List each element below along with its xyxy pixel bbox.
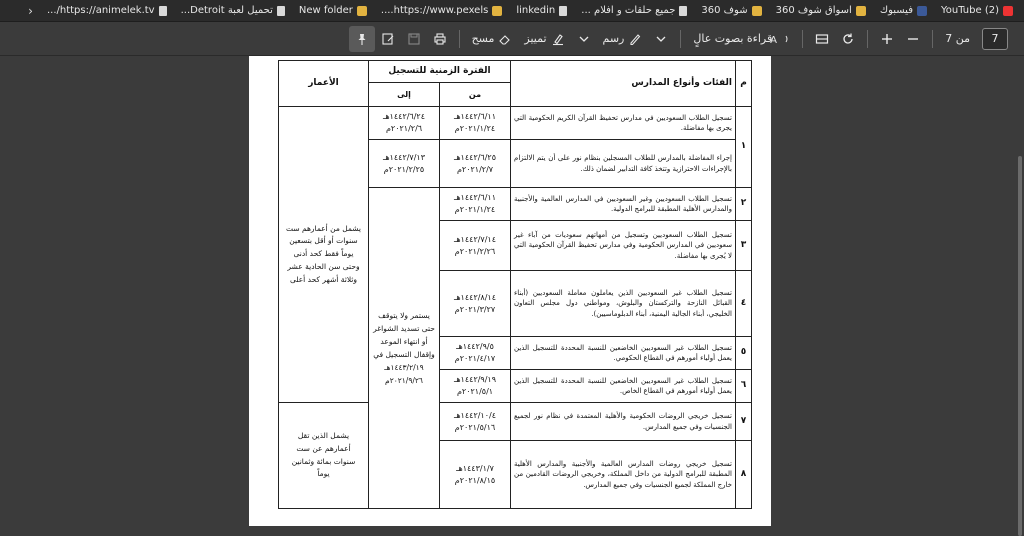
chevron-down-icon — [654, 32, 668, 46]
vertical-scrollbar[interactable] — [1018, 156, 1022, 536]
folder-icon — [357, 6, 367, 16]
row-category: تسجيل الطلاب السعوديين في مدارس تحفيظ القرآن الكريم الحكومية التي يجرى بها مفاضلة. — [511, 107, 736, 140]
chevron-left-icon: ‹ — [28, 3, 33, 18]
row-from: ١٤٤٢/٩/١٩هـ ٢٠٢١/٥/١م — [440, 370, 511, 403]
row-from: ١٤٤٢/١٠/٤هـ ٢٠٢١/٥/١٦م — [440, 403, 511, 441]
bookmark-pexels[interactable]: https://www.pexels.... — [374, 0, 509, 22]
draw-icon — [628, 32, 642, 46]
folder-icon — [752, 6, 762, 16]
row-category: تسجيل خريجي الروضات الحكومية والأهلية المعتمدة في نظام نور لجميع الجنسيات وفي جميع المدارس. — [511, 403, 736, 441]
page-icon — [159, 6, 167, 16]
header-from: من — [440, 83, 511, 107]
header-period: الفترة الزمنية للتسجيل — [369, 61, 511, 83]
continuous-registration-cell: يستمر ولا يتوقف حتى تسديد الشواغر أو انتهاء الموعد وإقفال التسجيل في ١٤٤٣/٢/١٩هـ ٢٠٢١/٩/٢٦م — [369, 188, 440, 509]
pdf-page — [249, 56, 771, 526]
read-aloud-icon — [770, 32, 790, 46]
youtube-icon — [1003, 6, 1013, 16]
minus-icon — [906, 32, 920, 46]
row-number: ٥ — [736, 337, 752, 370]
read-aloud-button[interactable]: A قراءة بصوت عالٍ — [687, 26, 796, 52]
bookmark-folder-shof-markets[interactable]: اسواق شوف 360 — [769, 0, 873, 22]
pin-toolbar-button[interactable] — [349, 26, 375, 52]
save-button[interactable] — [401, 26, 427, 52]
fit-page-button[interactable] — [809, 26, 835, 52]
toolbar-divider — [680, 30, 681, 48]
bookmarks-overflow-button[interactable] — [21, 0, 40, 22]
pdf-viewer[interactable] — [0, 56, 1024, 526]
plus-icon — [880, 32, 894, 46]
bookmark-detroit[interactable]: تحميل لعبة Detroit... — [174, 0, 292, 22]
save-icon — [407, 32, 421, 46]
bookmark-new-folder[interactable]: New folder — [292, 0, 374, 22]
toolbar-divider — [932, 30, 933, 48]
row-number: ٤ — [736, 271, 752, 337]
highlight-button[interactable]: تمييز — [518, 26, 570, 52]
bookmark-youtube[interactable]: YouTube (2) — [934, 0, 1020, 22]
bookmark-linkedin[interactable]: linkedin — [509, 0, 574, 22]
page-icon — [679, 6, 687, 16]
header-category: الفئات وأنواع المدارس — [511, 61, 736, 107]
print-icon — [433, 32, 447, 46]
table-row — [279, 403, 752, 441]
bookmarks-bar — [0, 0, 1024, 22]
row-from: ١٤٤٢/٦/١١هـ ٢٠٢١/١/٢٤م — [440, 107, 511, 140]
row-category: تسجيل الطلاب السعوديين وتسجيل من أمهاتهم سعوديات من آباء غير سعوديين في المدارس الحكومية وفي مدارس تحفيظ القرآن الحكومية التي لا يُجرى بها مفاضلة. — [511, 221, 736, 271]
row-category: إجراء المفاضلة بالمدارس للطلاب المسجلين بنظام نور على أن يتم الالتزام بالإجراءات الاحترازية وتتخذ كافة التدابير لضمان ذلك. — [511, 140, 736, 188]
zoom-out-button[interactable] — [900, 26, 926, 52]
row-number: ٦ — [736, 370, 752, 403]
row-category: تسجيل الطلاب غير السعوديين الخاضعين للنسبة المحددة للتسجيل الذين يعمل أولياء أمورهم في القطاع الحكومي. — [511, 337, 736, 370]
page-icon — [277, 6, 285, 16]
highlight-options-button[interactable] — [571, 26, 597, 52]
save-as-icon — [381, 32, 395, 46]
row-from: ١٤٤٢/٨/١٤هـ ٢٠٢١/٣/٢٧م — [440, 271, 511, 337]
row-number: ٣ — [736, 221, 752, 271]
fit-page-icon — [815, 32, 829, 46]
bookmark-animelek[interactable]: https://animelek.tv/... — [40, 0, 174, 22]
toolbar-divider — [802, 30, 803, 48]
page-number-input[interactable]: 7 — [982, 28, 1008, 50]
table-header-row — [279, 61, 752, 83]
table-row — [279, 107, 752, 140]
zoom-in-button[interactable] — [874, 26, 900, 52]
highlighter-icon — [551, 32, 565, 46]
page-icon — [559, 6, 567, 16]
rotate-icon — [841, 32, 855, 46]
ages-cell-primary: يشمل من أعمارهم ست سنوات أو أقل بتسعين يوماً فقط كحد أدنى وحتى سن الحادية عشر وثلاثة أشهر كحد أعلى — [279, 107, 369, 403]
header-ages: الأعمار — [279, 61, 369, 107]
folder-icon — [856, 6, 866, 16]
row-to: ١٤٤٢/٧/١٣هـ ٢٠٢١/٢/٢٥م — [369, 140, 440, 188]
registration-table — [278, 60, 752, 509]
row-from: ١٤٤٢/٦/٢٥هـ ٢٠٢١/٢/٧م — [440, 140, 511, 188]
erase-button[interactable]: مسح — [466, 26, 519, 52]
facebook-icon — [917, 6, 927, 16]
row-to: ١٤٤٢/٦/٢٤هـ ٢٠٢١/٢/٦م — [369, 107, 440, 140]
row-category: تسجيل خريجي روضات المدارس العالمية والأجنبية والمدارس الأهلية المطبقة للبرامج الدولية من داخل المملكة، وخريجي الروضات القادمين من خارج المملكة لجميع الجنسيات وفي جميع المدارس. — [511, 441, 736, 509]
header-num: م — [736, 61, 752, 107]
folder-icon — [492, 6, 502, 16]
row-from: ١٤٤٣/١/٧هـ ٢٠٢١/٨/١٥م — [440, 441, 511, 509]
row-number: ٧ — [736, 403, 752, 441]
save-as-button[interactable] — [375, 26, 401, 52]
row-category: تسجيل الطلاب السعوديين وغير السعوديين في المدارس العالمية والأجنبية والمدارس الأهلية المطبقة للبرامج الدولية. — [511, 188, 736, 221]
rotate-button[interactable] — [835, 26, 861, 52]
chevron-down-icon — [577, 32, 591, 46]
row-number: ١ — [736, 107, 752, 188]
bookmark-folder-shof360[interactable]: شوف 360 — [694, 0, 768, 22]
draw-options-button[interactable] — [648, 26, 674, 52]
toolbar-divider — [867, 30, 868, 48]
row-number: ٢ — [736, 188, 752, 221]
page-number-box[interactable] — [976, 26, 1014, 52]
bookmark-episodes[interactable]: جميع حلقات و افلام ... — [574, 0, 694, 22]
eraser-icon — [498, 32, 512, 46]
row-from: ١٤٤٢/٦/١١هـ ٢٠٢١/١/٢٤م — [440, 188, 511, 221]
pdf-toolbar — [0, 22, 1024, 56]
row-from: ١٤٤٢/٩/٥هـ ٢٠٢١/٤/١٧م — [440, 337, 511, 370]
page-total: من 7 — [945, 32, 970, 45]
print-button[interactable] — [427, 26, 453, 52]
bookmark-facebook[interactable]: فيسبوك — [873, 0, 934, 22]
toolbar-divider — [459, 30, 460, 48]
svg-text:A: A — [770, 34, 778, 46]
header-to: إلى — [369, 83, 440, 107]
ages-cell-kindergarten: يشمل الذين تقل أعمارهم عن ست سنوات بمائة وثمانين يوماً — [279, 403, 369, 509]
draw-button[interactable]: رسم — [597, 26, 649, 52]
row-category: تسجيل الطلاب غير السعوديين الذين يعاملون معاملة السعوديين (أبناء القبائل النازحة والتركستان والبلوش، ومواطني دول مجلس التعاون الخليجي، أبناء الجالية اليمنية، أبناء الدبلوماسيين). — [511, 271, 736, 337]
row-category: تسجيل الطلاب غير السعوديين الخاضعين للنسبة المحددة للتسجيل الذين يعمل أولياء أمورهم في القطاع الخاص. — [511, 370, 736, 403]
pin-icon — [355, 32, 369, 46]
row-number: ٨ — [736, 441, 752, 509]
row-from: ١٤٤٢/٧/١٤هـ ٢٠٢١/٢/٢٦م — [440, 221, 511, 271]
